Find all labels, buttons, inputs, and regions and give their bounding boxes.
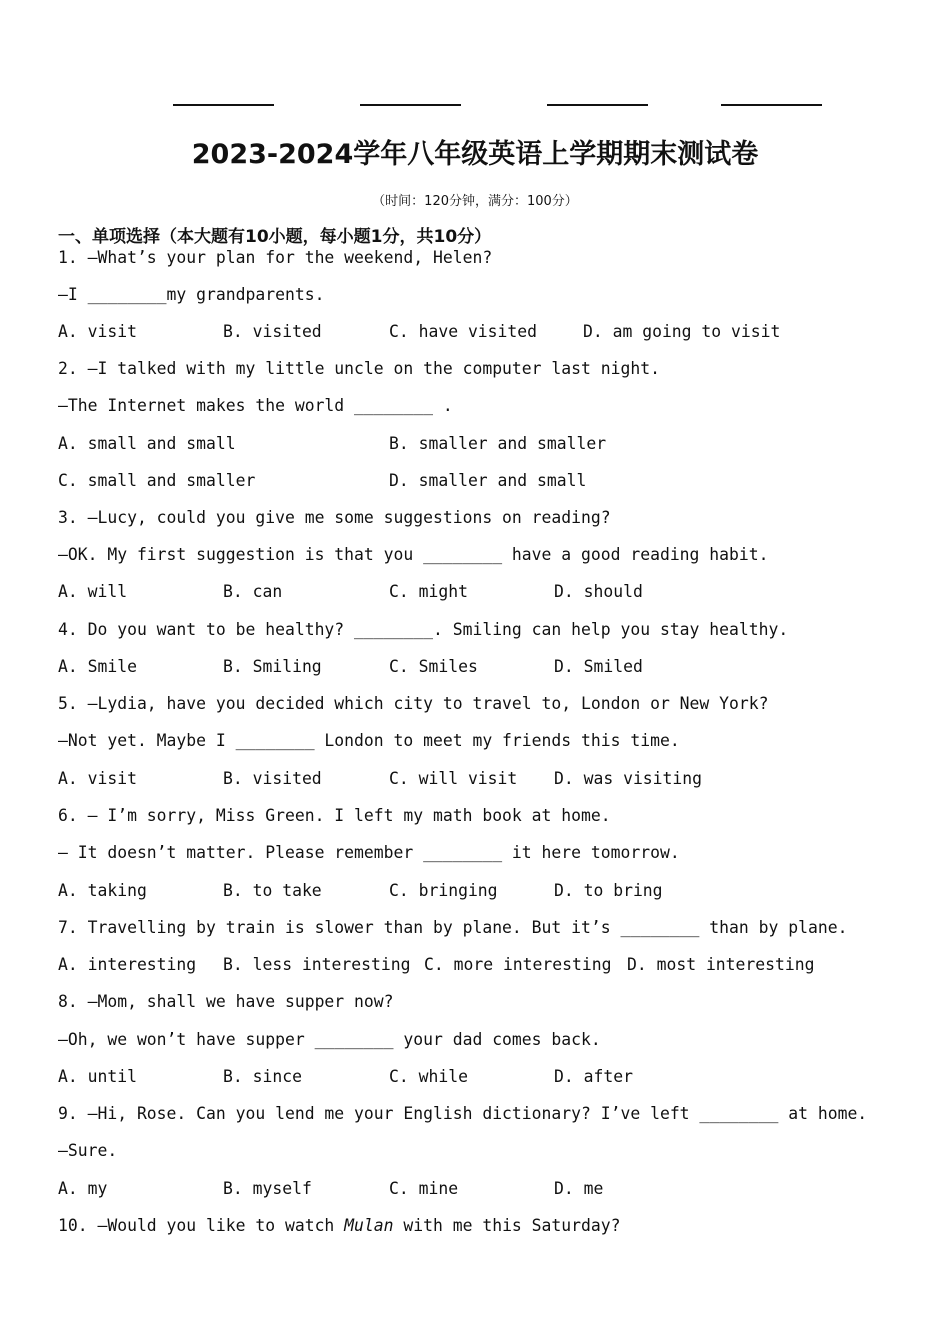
question-6-option-c: C. bringing bbox=[389, 881, 498, 900]
question-1-option-b: B. visited bbox=[223, 322, 322, 341]
question-7-stem: 7. Travelling by train is slower than by plane. But it’s ________ than by plane. bbox=[58, 918, 848, 937]
question-3-reply: —OK. My first suggestion is that you ________ have a good reading habit. bbox=[58, 545, 769, 564]
question-8-option-a: A. until bbox=[58, 1067, 137, 1086]
name-blank-line-4 bbox=[721, 104, 822, 106]
question-6-option-a: A. taking bbox=[58, 881, 147, 900]
question-2-option-a: A. small and small bbox=[58, 434, 236, 453]
question-7-option-c: C. more interesting bbox=[424, 955, 612, 974]
question-1-stem: 1. —What’s your plan for the weekend, Helen? bbox=[58, 248, 493, 267]
question-4-option-a: A. Smile bbox=[58, 657, 137, 676]
question-6-stem: 6. — I’m sorry, Miss Green. I left my math book at home. bbox=[58, 806, 611, 825]
question-5-reply: —Not yet. Maybe I ________ London to meet my friends this time. bbox=[58, 731, 680, 750]
name-blank-line-2 bbox=[360, 104, 461, 106]
question-3-option-a: A. will bbox=[58, 582, 128, 601]
question-2-option-d: D. smaller and small bbox=[389, 471, 587, 490]
question-5-option-c: C. will visit bbox=[389, 769, 518, 788]
question-3-option-d: D. should bbox=[554, 582, 643, 601]
question-3-option-b: B. can bbox=[223, 582, 283, 601]
question-1-option-c: C. have visited bbox=[389, 322, 538, 341]
question-9-stem: 9. —Hi, Rose. Can you lend me your English dictionary? I’ve left ________ at home. bbox=[58, 1104, 868, 1123]
question-10-stem bbox=[58, 1216, 620, 1236]
question-5-option-d: D. was visiting bbox=[554, 769, 703, 788]
question-1-option-d: D. am going to visit bbox=[583, 322, 781, 341]
question-9-option-b: B. myself bbox=[223, 1179, 312, 1198]
movie-title: Mulan bbox=[344, 1216, 394, 1235]
question-9-option-c: C. mine bbox=[389, 1179, 459, 1198]
question-5-option-b: B. visited bbox=[223, 769, 322, 788]
exam-subtitle: （时间：120分钟，满分：100分） bbox=[372, 194, 578, 209]
question-6-option-d: D. to bring bbox=[554, 881, 663, 900]
question-5-option-a: A. visit bbox=[58, 769, 137, 788]
question-7-option-d: D. most interesting bbox=[627, 955, 815, 974]
question-9-option-d: D. me bbox=[554, 1179, 604, 1198]
question-8-option-c: C. while bbox=[389, 1067, 468, 1086]
question-6-reply: — It doesn’t matter. Please remember ________ it here tomorrow. bbox=[58, 843, 680, 862]
question-5-stem: 5. —Lydia, have you decided which city to travel to, London or New York? bbox=[58, 694, 769, 713]
question-2-stem: 2. —I talked with my little uncle on the computer last night. bbox=[58, 359, 660, 378]
question-8-stem: 8. —Mom, shall we have supper now? bbox=[58, 992, 394, 1011]
question-2-option-c: C. small and smaller bbox=[58, 471, 256, 490]
question-10-stem-pre: 10. —Would you like to watch bbox=[58, 1216, 345, 1235]
question-8-reply: —Oh, we won’t have supper ________ your dad comes back. bbox=[58, 1030, 601, 1049]
section-heading: 一、单项选择（本大题有10小题，每小题1分，共10分） bbox=[58, 227, 492, 247]
question-1-reply: —I ________my grandparents. bbox=[58, 285, 325, 304]
question-2-reply: —The Internet makes the world ________ . bbox=[58, 396, 453, 415]
question-4-option-b: B. Smiling bbox=[223, 657, 322, 676]
name-blank-line-3 bbox=[547, 104, 648, 106]
question-2-option-b: B. smaller and smaller bbox=[389, 434, 607, 453]
question-8-option-d: D. after bbox=[554, 1067, 633, 1086]
question-7-option-b: B. less interesting bbox=[223, 955, 411, 974]
question-1-option-a: A. visit bbox=[58, 322, 137, 341]
question-4-option-d: D. Smiled bbox=[554, 657, 643, 676]
question-3-option-c: C. might bbox=[389, 582, 468, 601]
name-blank-line-1 bbox=[173, 104, 274, 106]
question-9-reply: —Sure. bbox=[58, 1141, 118, 1160]
question-4-option-c: C. Smiles bbox=[389, 657, 478, 676]
exam-title: 2023-2024学年八年级英语上学期期末测试卷 bbox=[191, 139, 759, 170]
question-10-stem-post: with me this Saturday? bbox=[393, 1216, 621, 1235]
question-6-option-b: B. to take bbox=[223, 881, 322, 900]
question-4-stem: 4. Do you want to be healthy? ________. Smiling can help you stay healthy. bbox=[58, 620, 789, 639]
question-7-option-a: A. interesting bbox=[58, 955, 197, 974]
question-9-option-a: A. my bbox=[58, 1179, 108, 1198]
question-8-option-b: B. since bbox=[223, 1067, 302, 1086]
question-3-stem: 3. —Lucy, could you give me some suggestions on reading? bbox=[58, 508, 611, 527]
